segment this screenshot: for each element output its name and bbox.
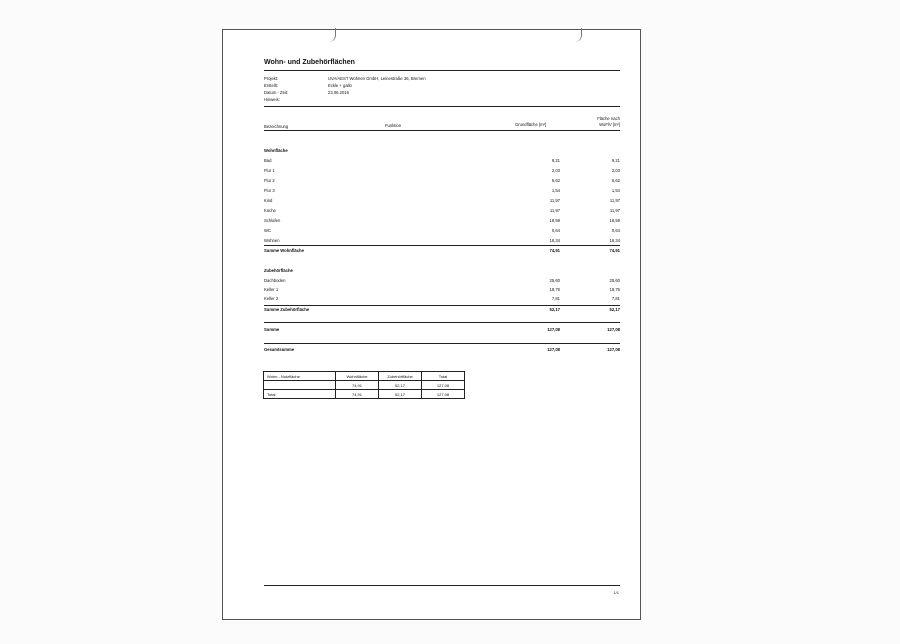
binder-tab <box>575 28 582 42</box>
grundflaeche-value: 25,60 <box>549 278 560 283</box>
room-name: Schlafen <box>264 218 281 223</box>
grundflaeche-value: 18,59 <box>549 218 560 223</box>
table-header-row <box>264 372 465 381</box>
table-row <box>264 228 620 237</box>
wofiv-value: 7,81 <box>611 296 620 301</box>
table-cell: 52,17 <box>379 381 422 390</box>
binder-tab <box>329 28 336 42</box>
column-header-wofiv: Fläche nach WoFlV [m²] <box>597 116 620 127</box>
table-header: Zubehörfläche <box>379 372 422 381</box>
document-title: Wohn- und Zubehörflächen <box>264 59 355 66</box>
table-row <box>264 198 620 207</box>
wofiv-value: 0,64 <box>611 228 620 233</box>
table-row <box>264 168 620 177</box>
room-name: Kind <box>264 198 273 203</box>
wofiv-value: 18,76 <box>609 287 620 292</box>
meta-note: Hinweis: <box>264 97 280 102</box>
meta-author: Erstellt: Eckle + gallo <box>264 83 352 88</box>
grundflaeche-value: 18,76 <box>549 287 560 292</box>
divider <box>264 305 620 306</box>
column-header-bezeichnung: Bezeichnung <box>264 124 289 129</box>
table-header: Wohnfläche <box>336 372 379 381</box>
grundflaeche-value: 11,97 <box>549 198 560 203</box>
section-heading-zubehoerflaeche: Zubehörfläche <box>264 268 293 273</box>
table-row <box>264 287 620 296</box>
meta-project: Projekt: UVA/AEST Wohnen GmbH, Leinestraße 36, Bremen <box>264 76 426 81</box>
grundflaeche-value: 7,81 <box>551 296 560 301</box>
room-name: Bad <box>264 158 272 163</box>
table-row <box>264 188 620 197</box>
table-header: Wohn - Nutzfläche <box>264 372 336 381</box>
room-name: Dachboden <box>264 278 286 283</box>
wofiv-value: 2,03 <box>611 168 620 173</box>
room-name: WC <box>264 228 271 233</box>
room-name: Flur 2 <box>264 178 275 183</box>
grundflaeche-value: 0,64 <box>551 228 560 233</box>
divider <box>264 343 620 344</box>
divider <box>264 245 620 246</box>
table-cell: Total <box>264 390 336 399</box>
table-row <box>264 208 620 217</box>
grundflaeche-value: 9,21 <box>551 158 560 163</box>
room-name: Flur 1 <box>264 168 275 173</box>
room-name: Flur 3 <box>264 188 275 193</box>
room-name: Wohnen <box>264 238 280 243</box>
divider <box>264 106 620 107</box>
wofiv-value: 1,54 <box>611 188 620 193</box>
wofiv-value: 9,21 <box>611 158 620 163</box>
section-heading-wohnflaeche: Wohnfläche <box>264 148 288 153</box>
room-name: Keller 2 <box>264 296 279 301</box>
table-row <box>264 158 620 167</box>
divider <box>264 130 620 131</box>
table-row <box>264 390 465 399</box>
wofiv-value: 25,60 <box>609 278 620 283</box>
summary-table <box>263 371 465 399</box>
sum-row-gesamtsumme: Gesamtsumme 127,08 127,08 <box>264 347 620 352</box>
table-cell: 74,91 <box>336 390 379 399</box>
wofiv-value: 11,97 <box>609 208 620 213</box>
table-cell: 127,08 <box>422 390 465 399</box>
meta-block <box>264 75 426 103</box>
divider <box>264 322 620 323</box>
grundflaeche-value: 1,54 <box>551 188 560 193</box>
table-row <box>264 296 620 305</box>
footer-divider <box>264 585 620 586</box>
column-header-grundflaeche: Grundfläche [m²] <box>515 122 547 127</box>
wofiv-value: 6,62 <box>611 178 620 183</box>
column-header-funktion: Funktion <box>385 123 402 128</box>
wofiv-value: 11,97 <box>609 198 620 203</box>
sum-row-zubehoerflaeche: Summe Zubehörfläche 52,17 52,17 <box>264 307 620 312</box>
sum-row-summe: Summe 127,08 127,08 <box>264 327 620 332</box>
grundflaeche-value: 16,34 <box>549 238 560 243</box>
grundflaeche-value: 6,62 <box>551 178 560 183</box>
page-number: 1/1 <box>613 590 619 595</box>
table-header: Total <box>422 372 465 381</box>
wofiv-value: 16,34 <box>609 238 620 243</box>
room-name: Keller 1 <box>264 287 279 292</box>
document-page <box>222 29 641 620</box>
room-name: Küche <box>264 208 276 213</box>
sum-row-wohnflaeche: Summe Wohnfläche 74,91 74,91 <box>264 248 620 253</box>
table-cell: 74,91 <box>336 381 379 390</box>
table-row <box>264 278 620 287</box>
table-cell <box>264 381 336 390</box>
table-cell: 52,17 <box>379 390 422 399</box>
table-row <box>264 218 620 227</box>
table-row <box>264 178 620 187</box>
wofiv-value: 18,59 <box>609 218 620 223</box>
divider <box>264 70 620 71</box>
grundflaeche-value: 2,03 <box>551 168 560 173</box>
table-row <box>264 381 465 390</box>
grundflaeche-value: 11,97 <box>549 208 560 213</box>
meta-date: Datum - Zeit: 23.06.2016 <box>264 90 349 95</box>
table-cell: 127,08 <box>422 381 465 390</box>
